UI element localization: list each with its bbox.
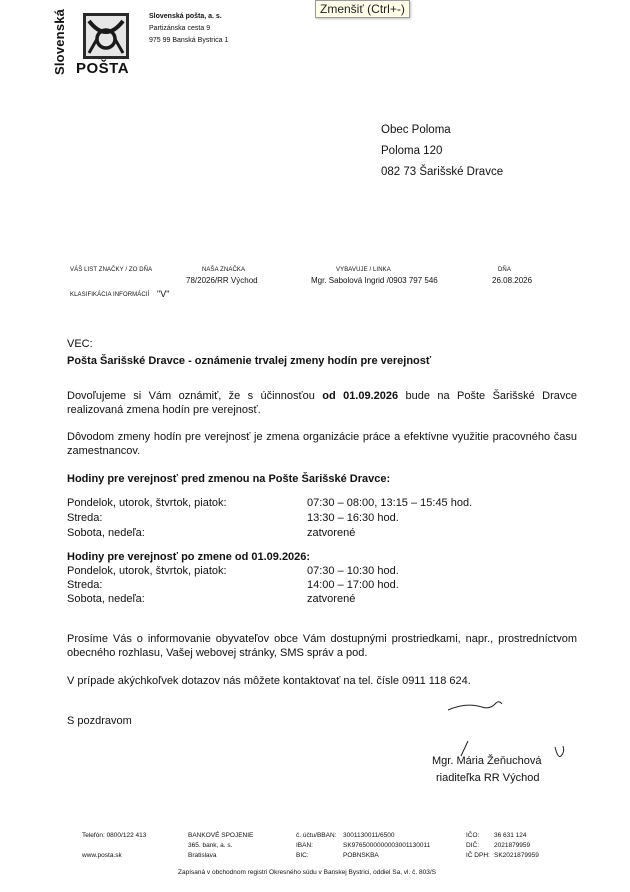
classification-label: KLASIFIKÁCIA INFORMÁCIÍ (70, 292, 150, 298)
footer-account-label: č. účtu/BBAN: (296, 832, 337, 839)
subject-label: VEC: (67, 338, 93, 350)
footer-ico-value: 36 631 124 (494, 832, 527, 839)
date-value: 26.08.2026 (492, 276, 533, 285)
brand-vertical-text: Slovenská (52, 8, 67, 76)
contact-label: VYBAVUJE / LINKA (336, 267, 391, 273)
hours-before-heading: Hodiny pre verejnosť pred zmenou na Pošte Šarišské Dravce: (67, 473, 391, 485)
footer-account-value: 3001130011/6500 (343, 832, 395, 839)
hours-after-heading: Hodiny pre verejnosť po zmene od 01.09.2026: (67, 551, 311, 563)
our-ref-label: NAŠA ZNAČKA (202, 267, 246, 273)
footer-iban-value: SK9765000000003001130011 (343, 842, 431, 849)
hours-before-row: Streda: 13:30 – 16:30 hod. (67, 512, 399, 524)
hours-before-row: Pondelok, utorok, štvrtok, piatok: 07:30 – 08:00, 13:15 – 15:45 hod. (67, 497, 473, 509)
footer-bank-city: Bratislava (188, 852, 217, 859)
closing-greeting: S pozdravom (67, 715, 132, 727)
post-horn-logo-icon (83, 13, 129, 59)
date-label: DŇA (498, 267, 511, 273)
sender-city: 975 99 Banská Bystrica 1 (149, 37, 229, 44)
footer-dic-value: 2021879959 (494, 842, 531, 849)
hours-after-row: Streda: 14:00 – 17:00 hod. (67, 579, 399, 591)
signatory-name: Mgr. Mária Žeňuchová (432, 755, 542, 767)
brand-name: POŠTA (76, 60, 130, 77)
footer-icdph-value: SK2021879959 (494, 852, 539, 859)
signature-scribble-icon (446, 698, 506, 721)
zoom-out-tooltip: Zmenšiť (Ctrl+-) (315, 0, 410, 18)
footer-bic-label: BIC: (296, 852, 309, 859)
hours-after-row: Pondelok, utorok, štvrtok, piatok: 07:30 – 10:30 hod. (67, 565, 399, 577)
footer-bic-value: POBNSKBA (343, 852, 379, 859)
our-ref-value: 78/2026/RR Východ (186, 276, 258, 285)
footer-iban-label: IBAN: (296, 842, 313, 849)
letter-subject: Pošta Šarišské Dravce - oznámenie trvalej zmeny hodín pre verejnosť (67, 355, 432, 367)
footer-dic-label: DIČ: (466, 842, 479, 849)
signatory-title: riaditeľka RR Východ (436, 772, 540, 784)
hours-after-row: Sobota, nedeľa: zatvorené (67, 593, 356, 605)
paragraph-request: Prosíme Vás o informovanie obyvateľov obce Vám dostupnými prostriedkami, napr., prostredníctvom obecného rozhlasu, Vašej webovej stránky, SMS správ a pod. (67, 633, 577, 659)
footer-web: www.posta.sk (82, 852, 122, 859)
recipient-line-1: Obec Poloma (381, 124, 451, 136)
paragraph-effective-date: Dovoľujeme si Vám oznámiť, že s účinnosťou od 01.09.2026 bude na Pošte Šarišské Dravce realizovaná zmena hodín pre verejnosť. (67, 390, 577, 416)
footer-register: Zapísaná v obchodnom registri Okresného súdu v Banskej Bystrici, oddiel Sa, vl. č. 803/S (178, 869, 436, 876)
footer-bank-label: BANKOVÉ SPOJENIE (188, 832, 254, 839)
footer-ico-label: IČO: (466, 832, 480, 839)
classification-value: "V" (157, 289, 170, 299)
footer-icdph-label: IČ DPH: (466, 852, 490, 859)
hours-before-row: Sobota, nedeľa: zatvorené (67, 527, 356, 539)
your-ref-label: VÁŠ LIST ZNAČKY / ZO DŇA (70, 267, 153, 273)
sender-street: Partizánska cesta 9 (149, 25, 211, 32)
recipient-line-2: Poloma 120 (381, 145, 443, 157)
paragraph-contact: V prípade akýchkoľvek dotazov nás môžete kontaktovať na tel. čísle 0911 118 624. (67, 675, 471, 687)
footer-phone: Telefón: 0800/122 413 (82, 832, 147, 839)
signature-initial-icon (552, 744, 568, 767)
contact-value: Mgr. Sabolová Ingrid /0903 797 546 (311, 276, 438, 285)
paragraph-reason: Dôvodom zmeny hodín pre verejnosť je zmena organizácie práce a efektívne využitie pracovného času zamestnancov. (67, 431, 577, 457)
sender-name: Slovenská pošta, a. s. (149, 13, 222, 20)
recipient-line-3: 082 73 Šarišské Dravce (381, 166, 504, 178)
footer-bank-name: 365. bank, a. s. (188, 842, 233, 849)
